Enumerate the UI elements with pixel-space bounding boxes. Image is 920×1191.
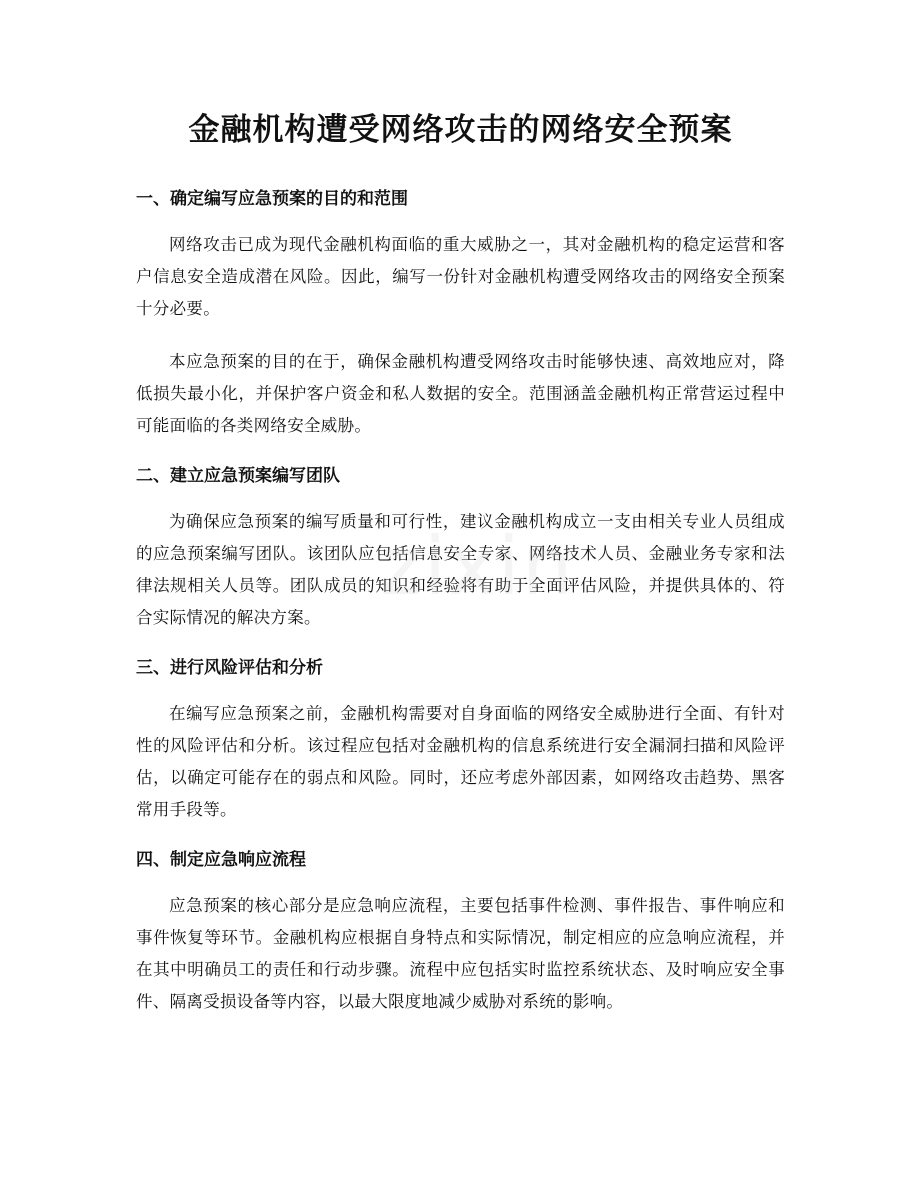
paragraph: 应急预案的核心部分是应急响应流程，主要包括事件检测、事件报告、事件响应和事件恢复等环节。金融机构应根据自身特点和实际情况，制定相应的应急响应流程，并在其中明确员工的责任和行动步骤。流程中应包括实时监控系统状态、及时响应安全事件、隔离受损设备等内容，以最大限度地减少威胁对系统的影响。: [136, 896, 785, 1011]
section-heading: 四、制定应急响应流程: [136, 850, 306, 870]
section-team: [136, 463, 785, 634]
paragraph: 为确保应急预案的编写质量和可行性，建议金融机构成立一支由相关专业人员组成的应急预案编写团队。该团队应包括信息安全专家、网络技术人员、金融业务专家和法律法规相关人员等。团队成员的知识和经验将有助于全面评估风险，并提供具体的、符合实际情况的解决方案。: [136, 512, 785, 627]
paragraph: 本应急预案的目的在于，确保金融机构遭受网络攻击时能够快速、高效地应对，降低损失最小化，并保护客户资金和私人数据的安全。范围涵盖金融机构正常营运过程中可能面临的各类网络安全威胁。: [136, 352, 785, 435]
watermark: zixin: [380, 520, 575, 613]
paragraph: 在编写应急预案之前，金融机构需要对自身面临的网络安全威胁进行全面、有针对性的风险评估和分析。该过程应包括对金融机构的信息系统进行安全漏洞扫描和风险评估，以确定可能存在的弱点和风险。同时，还应考虑外部因素，如网络攻击趋势、黑客常用手段等。: [136, 704, 785, 819]
section-heading: 三、进行风险评估和分析: [136, 658, 323, 678]
section-heading: 一、确定编写应急预案的目的和范围: [136, 189, 408, 209]
section-response-process: [136, 847, 785, 1018]
section-heading: 二、建立应急预案编写团队: [136, 466, 340, 486]
section-purpose-scope: [136, 186, 785, 442]
document-title: 金融机构遭受网络攻击的网络安全预案: [188, 112, 733, 148]
section-risk-assessment: [136, 655, 785, 826]
paragraph: 网络攻击已成为现代金融机构面临的重大威胁之一，其对金融机构的稳定运营和客户信息安全造成潜在风险。因此，编写一份针对金融机构遭受网络攻击的网络安全预案十分必要。: [136, 235, 785, 318]
